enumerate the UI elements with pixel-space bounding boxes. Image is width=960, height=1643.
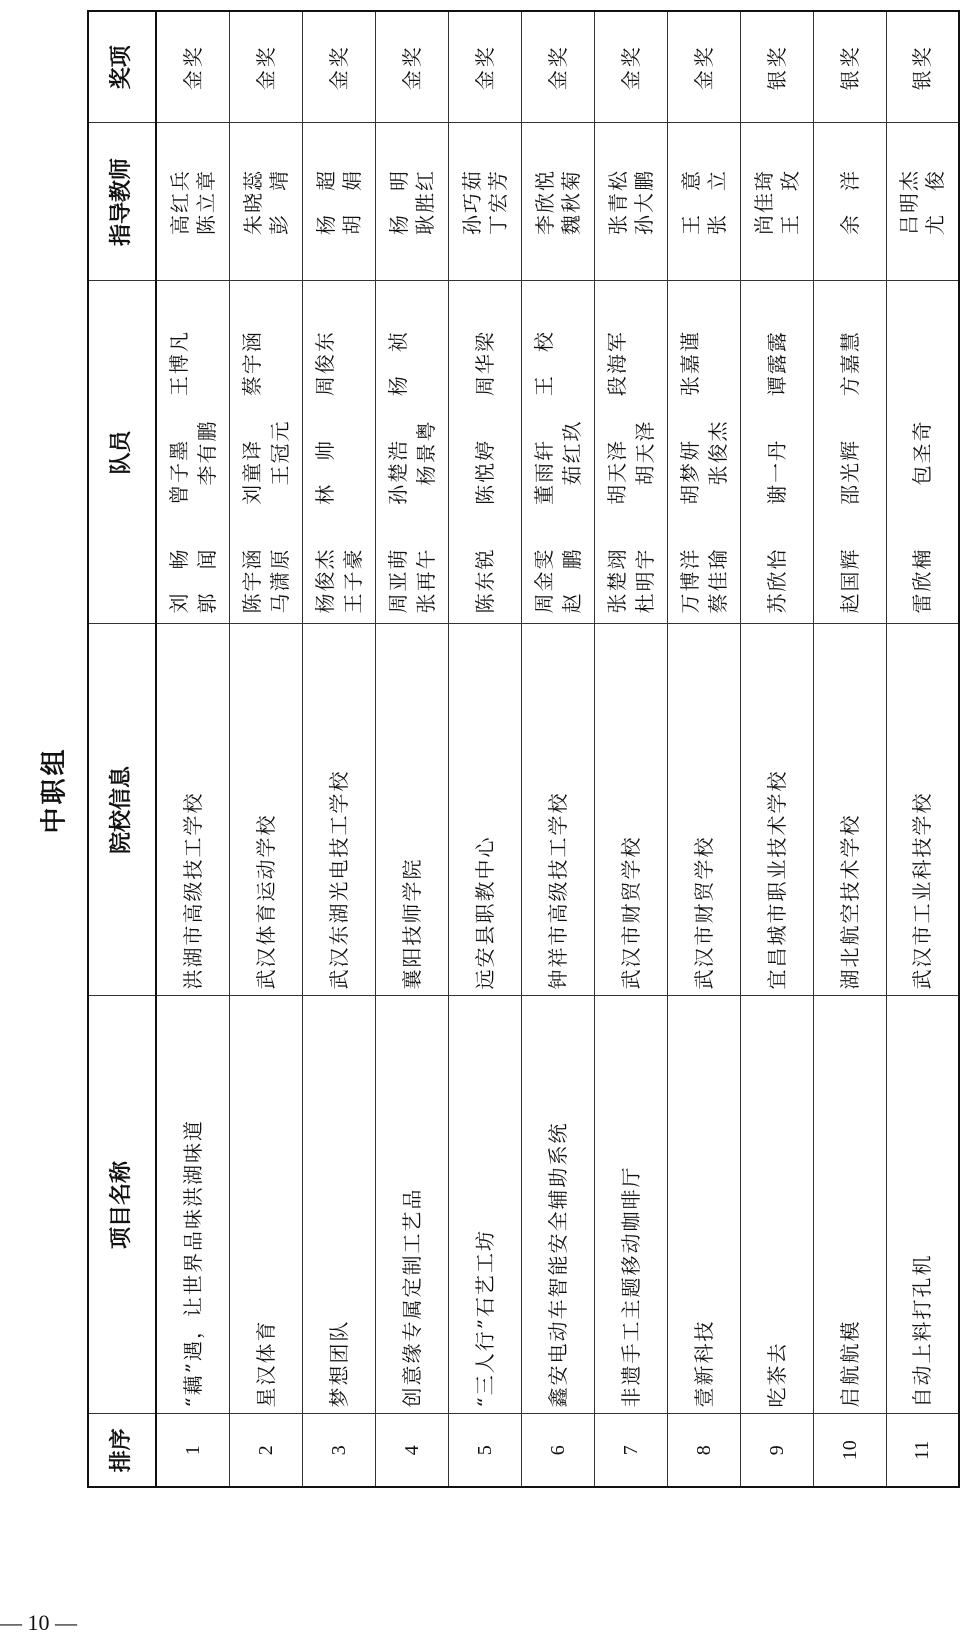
member-name: 董雨轩 — [531, 438, 556, 505]
cell-award: 金奖 — [594, 11, 667, 123]
teacher-name: 丁宏芳 — [485, 169, 510, 235]
member-name: 邵光辉 — [837, 438, 862, 505]
cell-project: 创意缘专属定制工艺品 — [375, 996, 448, 1414]
member-name: 林 帅 — [312, 438, 337, 505]
cell-award: 金奖 — [156, 11, 229, 123]
cell-project: “藕”遇，让世界品味洪湖味道 — [156, 996, 229, 1414]
teacher-name: 张 立 — [704, 169, 729, 235]
member-name: 张俊杰 — [705, 419, 730, 486]
member-name: 杨景粤 — [413, 419, 438, 486]
member-name: 郭 闻 — [194, 547, 219, 614]
cell-teachers — [886, 123, 959, 281]
member-name: 周亚萌 — [385, 547, 410, 614]
cell-members — [229, 281, 302, 624]
cell-school: 宜昌城市职业技术学校 — [740, 624, 813, 996]
table-header-row — [88, 11, 156, 1487]
cell-award: 银奖 — [886, 11, 959, 123]
teacher-name: 尤 俊 — [923, 169, 948, 235]
table-row — [448, 11, 521, 1487]
teacher-name: 尚佳琦 — [751, 169, 776, 235]
table-row — [594, 11, 667, 1487]
cell-members — [156, 281, 229, 624]
cell-teachers — [302, 123, 375, 281]
teacher-name: 高红兵 — [167, 169, 192, 235]
table-row — [375, 11, 448, 1487]
header-teachers: 指导教师 — [88, 123, 156, 281]
member-name: 张再午 — [413, 547, 438, 614]
cell-members — [375, 281, 448, 624]
cell-rank: 2 — [229, 1414, 302, 1487]
teacher-name: 杨 超 — [313, 169, 338, 235]
cell-school: 武汉体育运动学校 — [229, 624, 302, 996]
cell-members — [886, 281, 959, 624]
member-name: 胡天泽 — [632, 419, 657, 486]
member-name: 杨 祯 — [385, 330, 410, 397]
cell-award: 金奖 — [667, 11, 740, 123]
teacher-name: 王 玫 — [777, 169, 802, 235]
member-name: 赵国辉 — [837, 547, 862, 614]
member-name: 刘童译 — [239, 438, 264, 505]
teacher-name: 张青松 — [605, 169, 630, 235]
member-name: 张楚翊 — [604, 547, 629, 614]
cell-rank: 6 — [521, 1414, 594, 1487]
member-name: 王子豪 — [340, 547, 365, 614]
cell-rank: 8 — [667, 1414, 740, 1487]
table-row — [886, 11, 959, 1487]
table-row — [667, 11, 740, 1487]
cell-school: 武汉市财贸学校 — [594, 624, 667, 996]
table-row — [302, 11, 375, 1487]
header-project: 项目名称 — [88, 996, 156, 1414]
member-name: 陈宇涵 — [239, 547, 264, 614]
cell-school: 武汉市工业科技学校 — [886, 624, 959, 996]
cell-teachers — [813, 123, 886, 281]
member-name: 谢一丹 — [764, 438, 789, 505]
cell-project: “三人行”石艺工坊 — [448, 996, 521, 1414]
teacher-name: 杨 明 — [386, 169, 411, 235]
teacher-name: 彭 靖 — [266, 169, 291, 235]
member-name: 胡天泽 — [604, 438, 629, 505]
member-name: 李有鹏 — [194, 419, 219, 486]
member-name: 方嘉慧 — [837, 330, 862, 397]
cell-school: 洪湖市高级技工学校 — [156, 624, 229, 996]
teacher-name: 吕明杰 — [897, 169, 922, 235]
header-award: 奖项 — [88, 11, 156, 123]
cell-teachers — [229, 123, 302, 281]
table-body — [156, 11, 959, 1487]
member-name: 周华梁 — [472, 330, 497, 397]
cell-teachers — [156, 123, 229, 281]
member-name: 杜明宇 — [632, 547, 657, 614]
table-row — [521, 11, 594, 1487]
cell-members — [521, 281, 594, 624]
cell-award: 金奖 — [229, 11, 302, 123]
header-members: 队员 — [88, 281, 156, 624]
cell-members — [594, 281, 667, 624]
cell-project: 鑫安电动车智能安全辅助系统 — [521, 996, 594, 1414]
cell-award: 金奖 — [375, 11, 448, 123]
cell-project: 星汉体育 — [229, 996, 302, 1414]
member-name: 刘 畅 — [166, 547, 191, 614]
cell-rank: 10 — [813, 1414, 886, 1487]
awards-table — [87, 10, 960, 1488]
cell-school: 钟祥市高级技工学校 — [521, 624, 594, 996]
cell-teachers — [521, 123, 594, 281]
cell-award: 银奖 — [813, 11, 886, 123]
table-row — [156, 11, 229, 1487]
member-name: 王博凡 — [166, 330, 191, 397]
teacher-name: 朱晓蕊 — [240, 169, 265, 235]
teacher-name: 胡 娟 — [339, 169, 364, 235]
cell-rank: 4 — [375, 1414, 448, 1487]
page-number: — 10 — — [0, 1610, 77, 1635]
member-name: 赵 鹏 — [559, 547, 584, 614]
cell-members — [302, 281, 375, 624]
member-name: 蔡宇涵 — [239, 330, 264, 397]
teacher-name: 魏秋菊 — [558, 169, 583, 235]
awards-table-container — [87, 12, 960, 1488]
cell-rank: 3 — [302, 1414, 375, 1487]
cell-members — [448, 281, 521, 624]
member-name: 孙楚浩 — [385, 438, 410, 505]
member-name: 陈东锐 — [472, 547, 497, 614]
cell-project: 梦想团队 — [302, 996, 375, 1414]
member-name: 陈悦婷 — [472, 438, 497, 505]
cell-project: 自动上料打孔机 — [886, 996, 959, 1414]
page-title: 中职组 — [39, 746, 70, 834]
member-name: 周俊东 — [312, 330, 337, 397]
cell-teachers — [594, 123, 667, 281]
member-name: 周金雯 — [531, 547, 556, 614]
cell-teachers — [740, 123, 813, 281]
header-school: 院校信息 — [88, 624, 156, 996]
member-name: 胡梦妍 — [677, 438, 702, 505]
teacher-name: 孙巧茹 — [459, 169, 484, 235]
cell-school: 远安县职教中心 — [448, 624, 521, 996]
table-row — [229, 11, 302, 1487]
member-name: 张嘉谨 — [677, 330, 702, 397]
member-name: 杨俊杰 — [312, 547, 337, 614]
teacher-name: 李欣悦 — [532, 169, 557, 235]
cell-teachers — [448, 123, 521, 281]
member-name: 茹红玖 — [559, 419, 584, 486]
cell-award: 金奖 — [448, 11, 521, 123]
member-name: 王冠元 — [267, 419, 292, 486]
cell-project: 启航航模 — [813, 996, 886, 1414]
cell-rank: 5 — [448, 1414, 521, 1487]
teacher-name: 孙大鹏 — [631, 169, 656, 235]
teacher-name: 耿胜红 — [412, 169, 437, 235]
member-name: 雷欣楠 — [910, 547, 935, 614]
cell-teachers — [375, 123, 448, 281]
awards-table-rotated — [87, 12, 960, 1488]
cell-rank: 9 — [740, 1414, 813, 1487]
cell-school: 湖北航空技术学校 — [813, 624, 886, 996]
teacher-name: 余 洋 — [837, 169, 862, 235]
cell-award: 金奖 — [302, 11, 375, 123]
cell-project: 非遗手工主题移动咖啡厅 — [594, 996, 667, 1414]
cell-members — [667, 281, 740, 624]
teacher-name: 王 意 — [678, 169, 703, 235]
cell-school: 武汉市财贸学校 — [667, 624, 740, 996]
cell-award: 银奖 — [740, 11, 813, 123]
cell-award: 金奖 — [521, 11, 594, 123]
header-rank: 排序 — [88, 1414, 156, 1487]
cell-members — [813, 281, 886, 624]
cell-rank: 11 — [886, 1414, 959, 1487]
member-name: 万博洋 — [677, 547, 702, 614]
table-row — [813, 11, 886, 1487]
member-name: 包圣奇 — [910, 419, 935, 486]
cell-school: 武汉东湖光电技工学校 — [302, 624, 375, 996]
member-name: 曾子墨 — [166, 438, 191, 505]
cell-school: 襄阳技师学院 — [375, 624, 448, 996]
member-name: 王 校 — [531, 330, 556, 397]
member-name: 谭露露 — [764, 330, 789, 397]
cell-members — [740, 281, 813, 624]
cell-project: 壹新科技 — [667, 996, 740, 1414]
member-name: 苏欣怡 — [764, 547, 789, 614]
member-name: 马潇原 — [267, 547, 292, 614]
cell-rank: 1 — [156, 1414, 229, 1487]
member-name: 段海军 — [604, 330, 629, 397]
member-name: 蔡佳瑜 — [705, 547, 730, 614]
table-row — [740, 11, 813, 1487]
cell-teachers — [667, 123, 740, 281]
cell-project: 吃茶去 — [740, 996, 813, 1414]
teacher-name: 陈立章 — [193, 169, 218, 235]
cell-rank: 7 — [594, 1414, 667, 1487]
